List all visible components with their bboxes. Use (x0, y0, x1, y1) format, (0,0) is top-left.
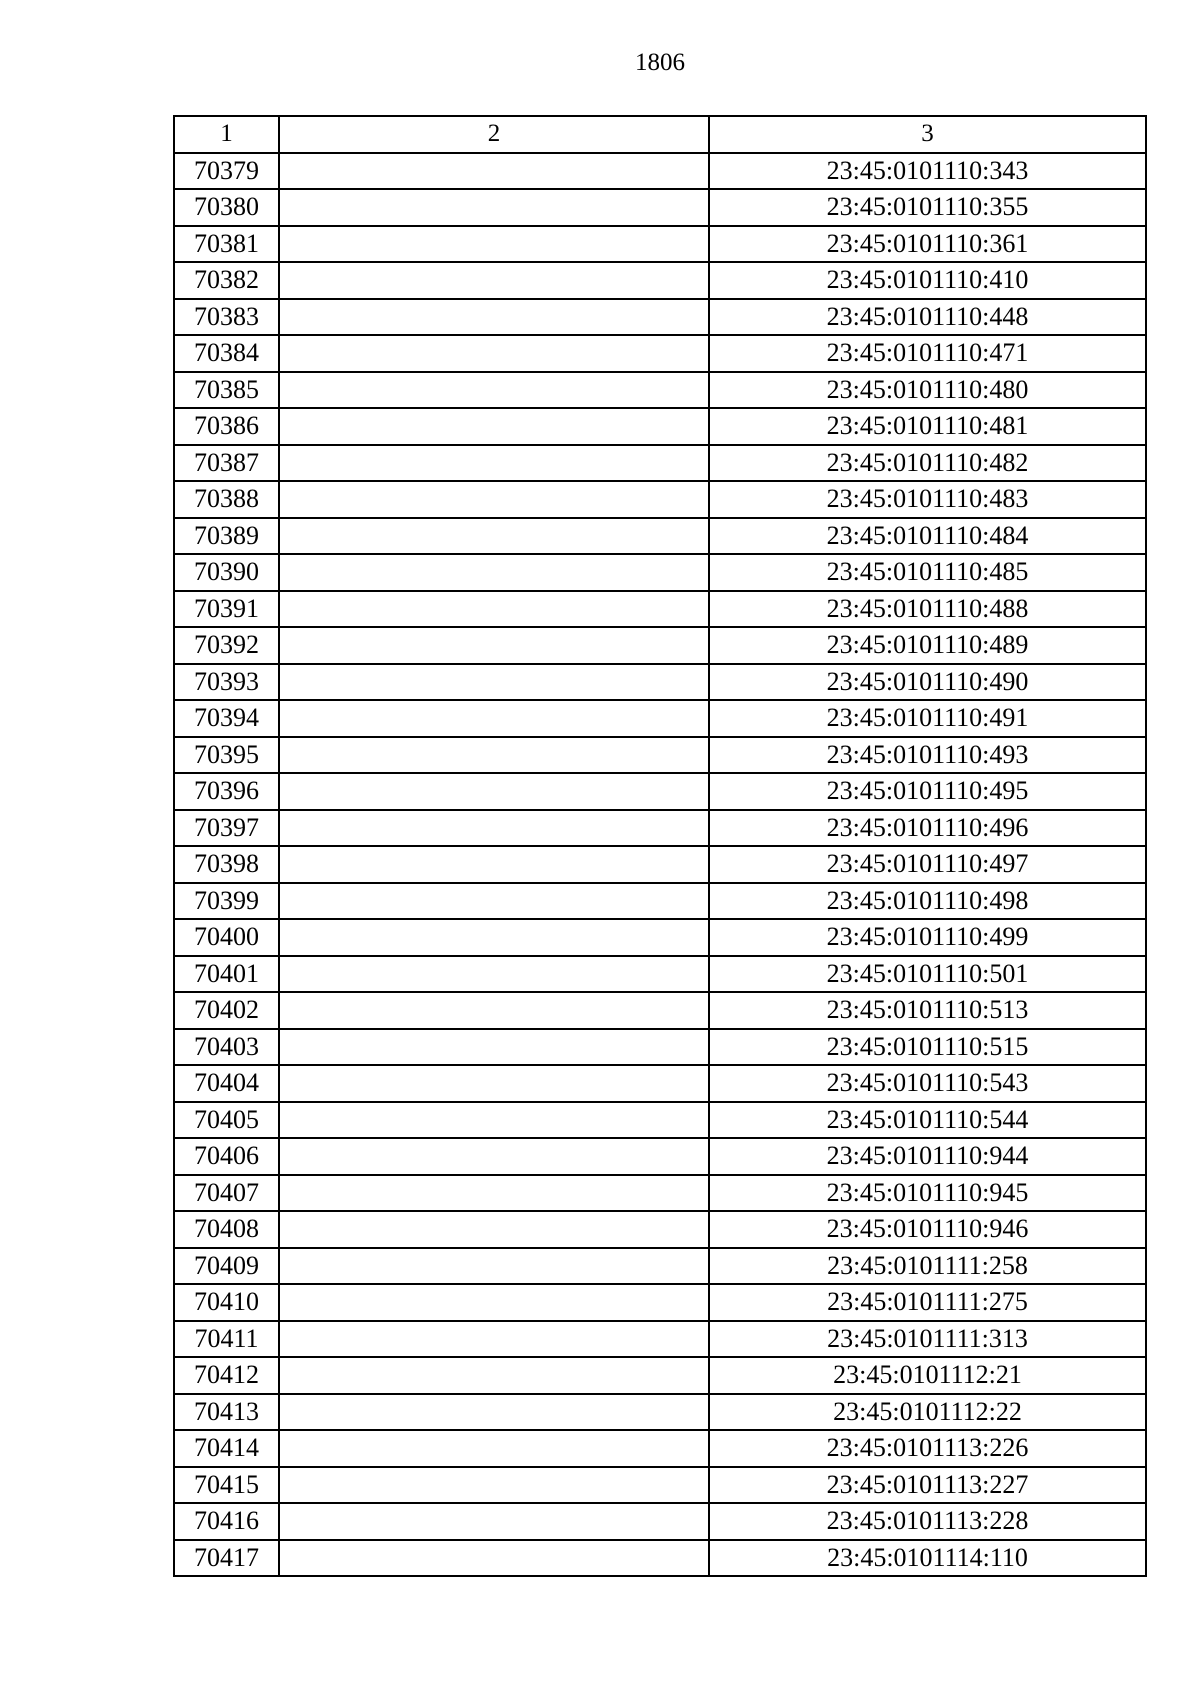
table-row (174, 153, 1146, 190)
row-code-cell: 23:45:0101111:258 (709, 1248, 1146, 1285)
row-name-cell (279, 591, 709, 628)
column-header-1: 1 (174, 116, 279, 153)
row-code-cell: 23:45:0101111:313 (709, 1321, 1146, 1358)
row-number-cell: 70380 (174, 189, 279, 226)
row-name-cell (279, 335, 709, 372)
row-number-cell: 70381 (174, 226, 279, 263)
row-code-cell: 23:45:0101114:110 (709, 1540, 1146, 1577)
row-name-cell (279, 1284, 709, 1321)
row-name-cell (279, 299, 709, 336)
row-name-cell (279, 262, 709, 299)
row-name-cell (279, 1394, 709, 1431)
row-name-cell (279, 1029, 709, 1066)
row-code-cell: 23:45:0101110:497 (709, 846, 1146, 883)
row-name-cell (279, 1540, 709, 1577)
table-row (174, 1284, 1146, 1321)
row-number-cell: 70400 (174, 919, 279, 956)
row-code-cell: 23:45:0101110:484 (709, 518, 1146, 555)
row-number-cell: 70414 (174, 1430, 279, 1467)
column-header-2: 2 (279, 116, 709, 153)
row-name-cell (279, 810, 709, 847)
row-name-cell (279, 372, 709, 409)
table-row (174, 737, 1146, 774)
table-row (174, 1138, 1146, 1175)
row-code-cell: 23:45:0101110:501 (709, 956, 1146, 993)
table-row (174, 189, 1146, 226)
table-row (174, 773, 1146, 810)
row-code-cell: 23:45:0101110:343 (709, 153, 1146, 190)
row-name-cell (279, 554, 709, 591)
row-name-cell (279, 1211, 709, 1248)
page-number: 1806 (635, 49, 685, 76)
row-name-cell (279, 226, 709, 263)
row-code-cell: 23:45:0101110:543 (709, 1065, 1146, 1102)
table-row (174, 335, 1146, 372)
table-body (174, 153, 1146, 1577)
row-name-cell (279, 1321, 709, 1358)
table-row (174, 956, 1146, 993)
row-number-cell: 70413 (174, 1394, 279, 1431)
table-row (174, 1175, 1146, 1212)
table-row (174, 883, 1146, 920)
row-name-cell (279, 956, 709, 993)
row-number-cell: 70392 (174, 627, 279, 664)
row-name-cell (279, 445, 709, 482)
table-row (174, 1430, 1146, 1467)
table-row (174, 1029, 1146, 1066)
row-code-cell: 23:45:0101110:945 (709, 1175, 1146, 1212)
row-number-cell: 70403 (174, 1029, 279, 1066)
table-row (174, 846, 1146, 883)
table-header (174, 116, 1146, 153)
row-name-cell (279, 1102, 709, 1139)
row-number-cell: 70398 (174, 846, 279, 883)
row-name-cell (279, 700, 709, 737)
row-name-cell (279, 627, 709, 664)
row-number-cell: 70397 (174, 810, 279, 847)
table-row (174, 554, 1146, 591)
row-name-cell (279, 153, 709, 190)
row-number-cell: 70402 (174, 992, 279, 1029)
row-name-cell (279, 1175, 709, 1212)
row-name-cell (279, 1430, 709, 1467)
row-code-cell: 23:45:0101110:485 (709, 554, 1146, 591)
table-row (174, 1357, 1146, 1394)
table-row (174, 1211, 1146, 1248)
table-row (174, 992, 1146, 1029)
row-code-cell: 23:45:0101110:488 (709, 591, 1146, 628)
row-number-cell: 70410 (174, 1284, 279, 1321)
row-name-cell (279, 481, 709, 518)
table-row (174, 591, 1146, 628)
row-number-cell: 70394 (174, 700, 279, 737)
row-code-cell: 23:45:0101110:483 (709, 481, 1146, 518)
table-row (174, 299, 1146, 336)
row-number-cell: 70417 (174, 1540, 279, 1577)
row-code-cell: 23:45:0101110:448 (709, 299, 1146, 336)
row-code-cell: 23:45:0101110:944 (709, 1138, 1146, 1175)
row-number-cell: 70396 (174, 773, 279, 810)
row-name-cell (279, 773, 709, 810)
row-code-cell: 23:45:0101113:227 (709, 1467, 1146, 1504)
row-code-cell: 23:45:0101112:22 (709, 1394, 1146, 1431)
row-name-cell (279, 846, 709, 883)
row-code-cell: 23:45:0101112:21 (709, 1357, 1146, 1394)
row-code-cell: 23:45:0101110:480 (709, 372, 1146, 409)
row-number-cell: 70390 (174, 554, 279, 591)
row-code-cell: 23:45:0101110:513 (709, 992, 1146, 1029)
row-code-cell: 23:45:0101110:498 (709, 883, 1146, 920)
row-code-cell: 23:45:0101110:490 (709, 664, 1146, 701)
table-row (174, 1467, 1146, 1504)
row-code-cell: 23:45:0101110:491 (709, 700, 1146, 737)
row-code-cell: 23:45:0101110:489 (709, 627, 1146, 664)
row-name-cell (279, 518, 709, 555)
table-row (174, 518, 1146, 555)
row-name-cell (279, 664, 709, 701)
row-name-cell (279, 737, 709, 774)
row-number-cell: 70391 (174, 591, 279, 628)
table-row (174, 919, 1146, 956)
table-row (174, 810, 1146, 847)
row-name-cell (279, 1138, 709, 1175)
row-number-cell: 70409 (174, 1248, 279, 1285)
row-code-cell: 23:45:0101110:355 (709, 189, 1146, 226)
row-code-cell: 23:45:0101110:495 (709, 773, 1146, 810)
row-name-cell (279, 1248, 709, 1285)
column-header-3: 3 (709, 116, 1146, 153)
data-table (173, 115, 1147, 1577)
row-name-cell (279, 408, 709, 445)
row-number-cell: 70401 (174, 956, 279, 993)
row-code-cell: 23:45:0101110:499 (709, 919, 1146, 956)
table-row (174, 262, 1146, 299)
row-code-cell: 23:45:0101111:275 (709, 1284, 1146, 1321)
row-code-cell: 23:45:0101113:228 (709, 1503, 1146, 1540)
table-row (174, 445, 1146, 482)
table-row (174, 1540, 1146, 1577)
row-number-cell: 70405 (174, 1102, 279, 1139)
row-code-cell: 23:45:0101110:946 (709, 1211, 1146, 1248)
table-row (174, 1248, 1146, 1285)
row-code-cell: 23:45:0101110:482 (709, 445, 1146, 482)
header-row (174, 116, 1146, 153)
row-number-cell: 70388 (174, 481, 279, 518)
row-number-cell: 70406 (174, 1138, 279, 1175)
row-number-cell: 70399 (174, 883, 279, 920)
row-number-cell: 70379 (174, 153, 279, 190)
row-number-cell: 70416 (174, 1503, 279, 1540)
row-code-cell: 23:45:0101110:493 (709, 737, 1146, 774)
row-number-cell: 70385 (174, 372, 279, 409)
table-row (174, 226, 1146, 263)
row-name-cell (279, 883, 709, 920)
row-number-cell: 70384 (174, 335, 279, 372)
row-code-cell: 23:45:0101110:410 (709, 262, 1146, 299)
row-name-cell (279, 1467, 709, 1504)
row-number-cell: 70412 (174, 1357, 279, 1394)
row-number-cell: 70411 (174, 1321, 279, 1358)
row-number-cell: 70415 (174, 1467, 279, 1504)
table-row (174, 372, 1146, 409)
row-code-cell: 23:45:0101110:544 (709, 1102, 1146, 1139)
row-code-cell: 23:45:0101110:496 (709, 810, 1146, 847)
row-name-cell (279, 919, 709, 956)
table-row (174, 481, 1146, 518)
row-number-cell: 70386 (174, 408, 279, 445)
table-row (174, 664, 1146, 701)
table-row (174, 700, 1146, 737)
row-number-cell: 70383 (174, 299, 279, 336)
row-name-cell (279, 1503, 709, 1540)
row-number-cell: 70389 (174, 518, 279, 555)
table-row (174, 408, 1146, 445)
row-name-cell (279, 1065, 709, 1102)
table-row (174, 627, 1146, 664)
row-code-cell: 23:45:0101110:515 (709, 1029, 1146, 1066)
row-name-cell (279, 1357, 709, 1394)
row-number-cell: 70382 (174, 262, 279, 299)
row-number-cell: 70393 (174, 664, 279, 701)
table-row (174, 1394, 1146, 1431)
row-number-cell: 70404 (174, 1065, 279, 1102)
row-code-cell: 23:45:0101110:481 (709, 408, 1146, 445)
table-row (174, 1503, 1146, 1540)
row-number-cell: 70387 (174, 445, 279, 482)
row-code-cell: 23:45:0101113:226 (709, 1430, 1146, 1467)
table-row (174, 1102, 1146, 1139)
row-number-cell: 70407 (174, 1175, 279, 1212)
row-name-cell (279, 992, 709, 1029)
row-code-cell: 23:45:0101110:471 (709, 335, 1146, 372)
row-number-cell: 70408 (174, 1211, 279, 1248)
row-code-cell: 23:45:0101110:361 (709, 226, 1146, 263)
row-number-cell: 70395 (174, 737, 279, 774)
row-name-cell (279, 189, 709, 226)
table-row (174, 1065, 1146, 1102)
table-row (174, 1321, 1146, 1358)
